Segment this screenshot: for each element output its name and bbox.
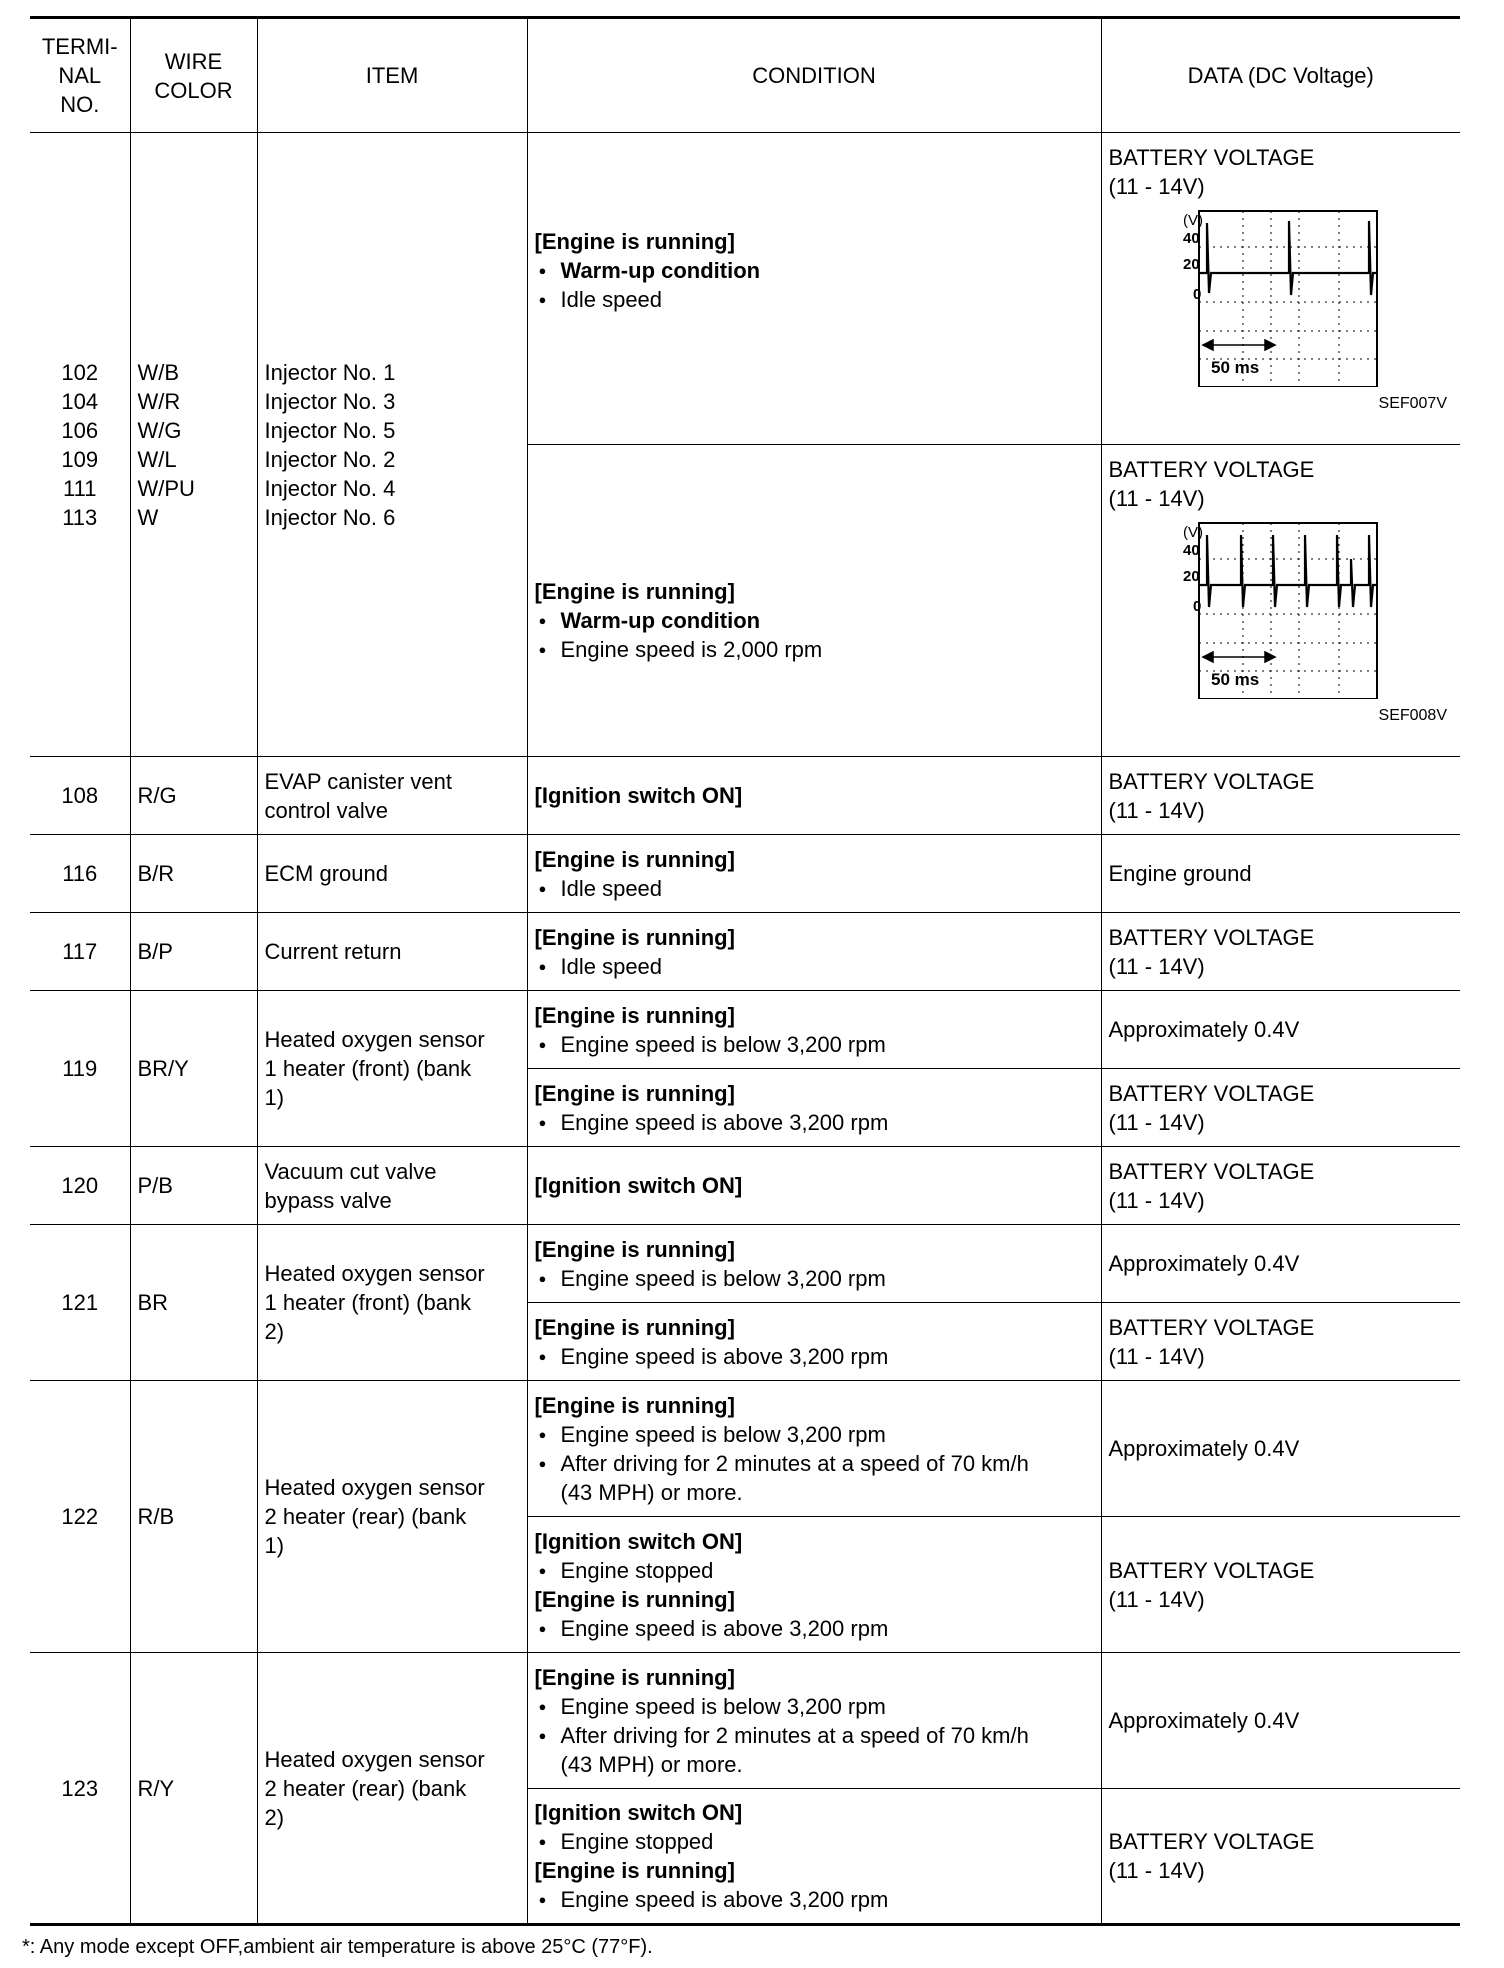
table-row [30,1147,1460,1225]
condition: [Engine is running] ● Engine speed is below 3,200 rpm ● After driving for 2 minutes at a speed of 70 km/h (43 MPH) or more. [527,1381,1101,1517]
injector-data-2000rpm: BATTERY VOLTAGE (11 - 14V) (V) 40 20 0 50 ms SEF008V [1101,445,1460,757]
waveform-tick-0: 0 [1192,286,1201,303]
item: Heated oxygen sensor 1 heater (front) (bank 2) [257,1225,527,1381]
data-value: Approximately 0.4V [1101,1225,1460,1303]
item: Vacuum cut valve bypass valve [257,1147,527,1225]
condition: [Ignition switch ON] ● Engine stopped [Engine is running] ● Engine speed is above 3,200 rpm [527,1517,1101,1653]
terminal-no: 122 [30,1381,130,1653]
header-data: DATA (DC Voltage) [1101,18,1460,133]
item: ECM ground [257,835,527,913]
item: EVAP canister vent control valve [257,757,527,835]
item: Heated oxygen sensor 1 heater (front) (bank 1) [257,991,527,1147]
injector-waveform-idle [1143,207,1383,387]
condition: [Engine is running] ● Engine speed is below 3,200 rpm ● After driving for 2 minutes at a speed of 70 km/h (43 MPH) or more. [527,1653,1101,1789]
terminal-no: 123 [30,1653,130,1925]
header-item: ITEM [257,18,527,133]
condition: [Engine is running] ● Engine speed is above 3,200 rpm [527,1069,1101,1147]
data-value: BATTERY VOLTAGE (11 - 14V) [1101,1517,1460,1653]
waveform-unit: (V) [1182,212,1203,229]
table-row [30,133,1460,445]
condition: [Engine is running] ● Idle speed [527,835,1101,913]
terminal-no: 119 [30,991,130,1147]
terminal-no: 121 [30,1225,130,1381]
condition: [Engine is running] ● Idle speed [527,913,1101,991]
wire-color: R/G [130,757,257,835]
table-row [30,991,1460,1069]
figure-code: SEF007V [1378,395,1447,412]
header-wire-color: WIRE COLOR [130,18,257,133]
wire-color: P/B [130,1147,257,1225]
injector-condition-2000rpm: [Engine is running] ● Warm-up condition ● Engine speed is 2,000 rpm [527,445,1101,757]
waveform-time-label: 50 ms [1210,670,1259,689]
header-terminal-no: TERMI- NAL NO. [30,18,130,133]
wire-color: BR/Y [130,991,257,1147]
item: Current return [257,913,527,991]
condition: [Ignition switch ON] ● Engine stopped [Engine is running] ● Engine speed is above 3,200 rpm [527,1789,1101,1925]
wire-color: R/Y [130,1653,257,1925]
wire-color: BR [130,1225,257,1381]
waveform-tick-0: 0 [1192,598,1201,615]
wire-color: R/B [130,1381,257,1653]
data-value: BATTERY VOLTAGE (11 - 14V) [1101,1147,1460,1225]
table-row [30,1653,1460,1789]
data-value: Approximately 0.4V [1101,1381,1460,1517]
data-value: Approximately 0.4V [1101,1653,1460,1789]
terminal-no: 108 [30,757,130,835]
injector-items: Injector No. 1 Injector No. 3 Injector No. 5 Injector No. 2 Injector No. 4 Injector No. 6 [257,133,527,757]
table-row [30,835,1460,913]
table-row [30,757,1460,835]
terminal-no: 117 [30,913,130,991]
injector-condition-idle: [Engine is running] ● Warm-up condition ● Idle speed [527,133,1101,445]
data-value: Engine ground [1101,835,1460,913]
condition: [Ignition switch ON] [527,757,1101,835]
injector-wire-colors: W/B W/R W/G W/L W/PU W [130,133,257,757]
data-value: BATTERY VOLTAGE (11 - 14V) [1101,1069,1460,1147]
condition: [Ignition switch ON] [527,1147,1101,1225]
waveform-unit: (V) [1182,524,1203,541]
waveform-tick-40: 40 [1182,542,1200,559]
table-row [30,1381,1460,1517]
table-row [30,1225,1460,1303]
data-value: Approximately 0.4V [1101,991,1460,1069]
table-row [30,913,1460,991]
waveform-tick-20: 20 [1182,568,1200,585]
header-condition: CONDITION [527,18,1101,133]
injector-data-idle: BATTERY VOLTAGE (11 - 14V) (V) 40 20 0 50 ms SEF007V [1101,133,1460,445]
condition: [Engine is running] ● Engine speed is above 3,200 rpm [527,1303,1101,1381]
injector-terminals: 102 104 106 109 111 113 [30,133,130,757]
wire-color: B/P [130,913,257,991]
wire-color: B/R [130,835,257,913]
waveform-tick-20: 20 [1182,256,1200,273]
injector-waveform-2000rpm [1143,519,1383,699]
data-value: BATTERY VOLTAGE (11 - 14V) [1101,1789,1460,1925]
item: Heated oxygen sensor 2 heater (rear) (bank 1) [257,1381,527,1653]
condition: [Engine is running] ● Engine speed is below 3,200 rpm [527,1225,1101,1303]
data-value: BATTERY VOLTAGE (11 - 14V) [1101,913,1460,991]
item: Heated oxygen sensor 2 heater (rear) (bank 2) [257,1653,527,1925]
ecm-terminal-table [30,16,1460,1926]
terminal-no: 120 [30,1147,130,1225]
table-header-row [30,18,1460,133]
waveform-tick-40: 40 [1182,230,1200,247]
terminal-spec-sheet [30,16,1460,1926]
terminal-no: 116 [30,835,130,913]
waveform-time-label: 50 ms [1210,358,1259,377]
footnote: *: Any mode except OFF,ambient air temperature is above 25°C (77°F). [22,1936,653,1958]
condition: [Engine is running] ● Engine speed is below 3,200 rpm [527,991,1101,1069]
data-value: BATTERY VOLTAGE (11 - 14V) [1101,1303,1460,1381]
data-value: BATTERY VOLTAGE (11 - 14V) [1101,757,1460,835]
figure-code: SEF008V [1378,707,1447,724]
